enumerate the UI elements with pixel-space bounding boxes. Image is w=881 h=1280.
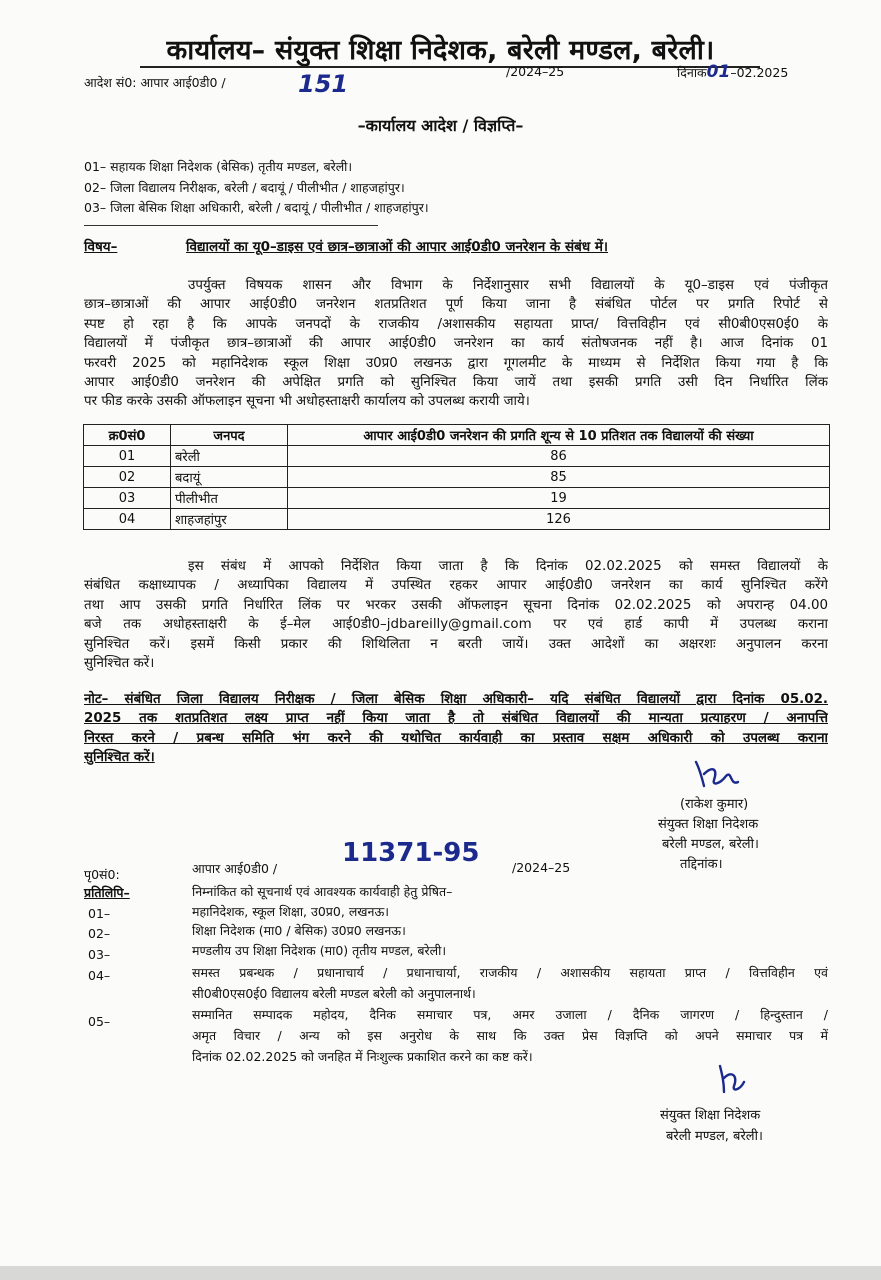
copy-item-text: महानिदेशक, स्कूल शिक्षा, उ0प्र0, लखनऊ। bbox=[192, 904, 390, 919]
table-header-cell: जनपद bbox=[171, 425, 288, 446]
table-row bbox=[84, 488, 830, 509]
signatory-name: (राकेश कुमार) bbox=[680, 797, 749, 812]
copy-item-text: मण्डलीय उप शिक्षा निदेशक (मा0) तृतीय मण्डल, बरेली। bbox=[192, 943, 447, 958]
order-year: /2024–25 bbox=[506, 64, 565, 79]
date-suffix: –02.2025 bbox=[730, 65, 789, 80]
district-progress-table bbox=[83, 424, 830, 530]
copy-item-text: दिनांक 02.02.2025 को जनहित में निःशुल्क प्रकाशित करने का कष्ट करें। bbox=[192, 1049, 533, 1064]
office-title: कार्यालय– संयुक्त शिक्षा निदेशक, बरेली मण्डल, बरेली। bbox=[166, 35, 715, 66]
table-row bbox=[84, 509, 830, 530]
signatory-date: तद्दिनांक। bbox=[680, 857, 723, 872]
signature-scribble-2 bbox=[712, 1062, 772, 1100]
subject-text: विद्यालयों का यू0–डाइस एवं छात्र–छात्राओं की आपार आई0डी0 जनरेशन के संबंध में। bbox=[186, 239, 609, 255]
copy-item-number: 05– bbox=[88, 1014, 111, 1029]
para1-line: छात्र–छात्राओं की आपार आई0डी0 जनरेशन शतप्रतिशत पूर्ण किया जाना है संबंधित पोर्टल पर प्रगति रिपोर्ट से bbox=[84, 297, 828, 313]
para1-line: फरवरी 2025 को महानिदेशक स्कूल शिक्षा उ0प्र0 लखनऊ द्वारा गूगलमीट के माध्यम से निर्देशित किया गया है कि bbox=[84, 355, 828, 371]
table-cell-count: 126 bbox=[288, 509, 830, 530]
copy-item-text: सी0बी0एस0ई0 विद्यालय बरेली मण्डल बरेली को अनुपालनार्थ। bbox=[192, 986, 476, 1001]
table-cell-serial: 01 bbox=[84, 446, 171, 467]
copy-item-number: 01– bbox=[88, 906, 111, 921]
note-line: नोट– संबंधित जिला विद्यालय निरीक्षक / जिला बेसिक शिक्षा अधिकारी– यदि संबंधित विद्यालयों द्वारा दिनांक 05.02. bbox=[84, 692, 828, 707]
signature-scribble-1 bbox=[690, 756, 770, 796]
copy-intro: निम्नांकित को सूचनार्थ एवं आवश्यक कार्यवाही हेतु प्रेषित– bbox=[192, 884, 453, 899]
para1-line: विद्यालयों में पंजीकृत छात्र–छात्राओं की आपार आई0डी0 जनरेशन का कार्य संतोषजनक नहीं है। आज दिनांक 01 bbox=[84, 336, 828, 352]
signatory-2-office: बरेली मण्डल, बरेली। bbox=[666, 1129, 763, 1144]
note-line: निरस्त करने / प्रबन्ध समिति भंग करने की यथोचित कार्यवाही का प्रस्ताव सक्षम अधिकारी को उपलब्ध कराना bbox=[84, 730, 828, 746]
table-cell-serial: 02 bbox=[84, 467, 171, 488]
recipient-3: 03– जिला बेसिक शिक्षा अधिकारी, बरेली / बदायूं / पीलीभीत / शाहजहांपुर। bbox=[84, 200, 429, 215]
order-number-handwritten: 151 bbox=[298, 70, 349, 98]
para2-line: बजे तक अधोहस्ताक्षरी के ई–मेल आई0डी0–jdbareilly@gmail.com पर एवं हार्ड कापी में उपलब्ध कराना bbox=[84, 617, 828, 633]
table-cell-district: बरेली bbox=[171, 446, 288, 467]
table-cell-district: बदायूं bbox=[171, 467, 288, 488]
copy-item-text: सम्मानित सम्पादक महोदय, दैनिक समाचार पत्र, अमर उजाला / दैनिक जागरण / हिन्दुस्तान / bbox=[192, 1007, 828, 1022]
body-paragraph-1 bbox=[84, 276, 828, 412]
table-header-cell: आपार आई0डी0 जनरेशन की प्रगति शून्य से 10 प्रतिशत तक विद्यालयों की संख्या bbox=[288, 425, 830, 446]
copy-item-number: 03– bbox=[88, 947, 111, 962]
para2-line: सुनिश्चित करें। bbox=[84, 656, 155, 672]
para2-line: तथा आप उसकी प्रगति निर्धारित लिंक पर भरकर उसकी ऑफलाइन सूचना दिनांक 02.02.2025 को अपरान्ह 04.00 bbox=[84, 597, 828, 613]
copy-item-text: शिक्षा निदेशक (मा0 / बेसिक) उ0प्र0 लखनऊ। bbox=[192, 923, 406, 938]
note-line: 2025 तक शतप्रतिशत लक्ष्य प्राप्त नहीं किया जाता है तो संबंधित विद्यालयों की मान्यता प्रत्याहरण / अनापत्ति bbox=[84, 711, 828, 727]
table-header-cell: क्र0सं0 bbox=[84, 425, 171, 446]
copy-label: प्रतिलिपि– bbox=[84, 885, 130, 900]
copy-item-text: अमृत विचार / अन्य को इस अनुरोध के साथ कि उक्त प्रेस विज्ञप्ति को अपने समाचार पत्र में bbox=[192, 1028, 828, 1043]
table-cell-count: 19 bbox=[288, 488, 830, 509]
note-line: सुनिश्चित करें। bbox=[84, 750, 155, 766]
copy-item-number: 04– bbox=[88, 968, 111, 983]
signatory-designation: संयुक्त शिक्षा निदेशक bbox=[658, 817, 759, 832]
title-underline bbox=[140, 66, 760, 68]
para2-line: इस संबंध में आपको निर्देशित किया जाता है कि दिनांक 02.02.2025 को समस्त विद्यालयों के bbox=[188, 559, 828, 574]
endorsement-year: /2024–25 bbox=[512, 860, 571, 875]
para1-line: स्पष्ट हो रहा है कि आपके जनपदों के राजकीय /अशासकीय सहायता प्राप्त/ वित्तविहीन एवं सी0बी0एस0ई0 के bbox=[84, 316, 828, 332]
table-header-row bbox=[84, 425, 830, 446]
table-cell-count: 86 bbox=[288, 446, 830, 467]
copy-item-text: समस्त प्रबन्धक / प्रधानाचार्य / प्रधानाचार्या, राजकीय / अशासकीय सहायता प्राप्त / वित्तविहीन एवं bbox=[192, 965, 828, 980]
recipient-2: 02– जिला विद्यालय निरीक्षक, बरेली / बदायूं / पीलीभीत / शाहजहांपुर। bbox=[84, 180, 405, 195]
order-date bbox=[677, 62, 788, 82]
table-cell-district: शाहजहांपुर bbox=[171, 509, 288, 530]
recipient-1: 01– सहायक शिक्षा निदेशक (बेसिक) तृतीय मण्डल, बरेली। bbox=[84, 159, 353, 174]
table-cell-serial: 03 bbox=[84, 488, 171, 509]
table-row bbox=[84, 467, 830, 488]
signatory-2-designation: संयुक्त शिक्षा निदेशक bbox=[660, 1108, 761, 1123]
endorsement-label: पृ0सं0: bbox=[84, 867, 120, 882]
endorsement-handwritten-number: 11371-95 bbox=[342, 838, 480, 868]
table-cell-count: 85 bbox=[288, 467, 830, 488]
table-row bbox=[84, 446, 830, 467]
order-number-label: आदेश सं0: आपार आई0डी0 / bbox=[84, 75, 226, 90]
body-paragraph-2 bbox=[84, 557, 828, 673]
date-handwritten: 01 bbox=[706, 62, 731, 82]
table-cell-district: पीलीभीत bbox=[171, 488, 288, 509]
table-cell-serial: 04 bbox=[84, 509, 171, 530]
endorsement-ref: आपार आई0डी0 / bbox=[192, 861, 278, 876]
para1-line: आपार आई0डी0 जनरेशन की अपेक्षित प्रगति को सुनिश्चित किया जायें तथा इसकी प्रगति उसी दिन निर्धारित लिंक bbox=[84, 375, 828, 391]
subject-label: विषय– bbox=[84, 239, 118, 255]
signatory-office: बरेली मण्डल, बरेली। bbox=[662, 837, 759, 852]
para1-line: पर फीड करके उसकी ऑफलाइन सूचना भी अधोहस्ताक्षरी कार्यालय को उपलब्ध करायी जाये। bbox=[84, 394, 530, 410]
para2-line: संबंधित कक्षाध्यापक / अध्यापिका विद्यालय में उपस्थित रहकर आपार आई0डी0 जनरेशन का कार्य सुनिश्चित करेंगे bbox=[84, 578, 828, 594]
order-heading: –कार्यालय आदेश / विज्ञप्ति– bbox=[357, 116, 524, 135]
copy-item-number: 02– bbox=[88, 926, 111, 941]
date-label: दिनांक bbox=[677, 65, 707, 80]
para1-line: उपर्युक्त विषयक शासन और विभाग के निर्देशानुसार सभी विद्यालयों के यू0–डाइस एवं पंजीकृत bbox=[188, 278, 828, 293]
para2-line: सुनिश्चित करें। इसमें किसी प्रकार की शिथिलिता न बरती जायें। उक्त आदेशों का अक्षरशः अनुपालन करना bbox=[84, 636, 828, 652]
recipient-divider bbox=[84, 225, 378, 226]
